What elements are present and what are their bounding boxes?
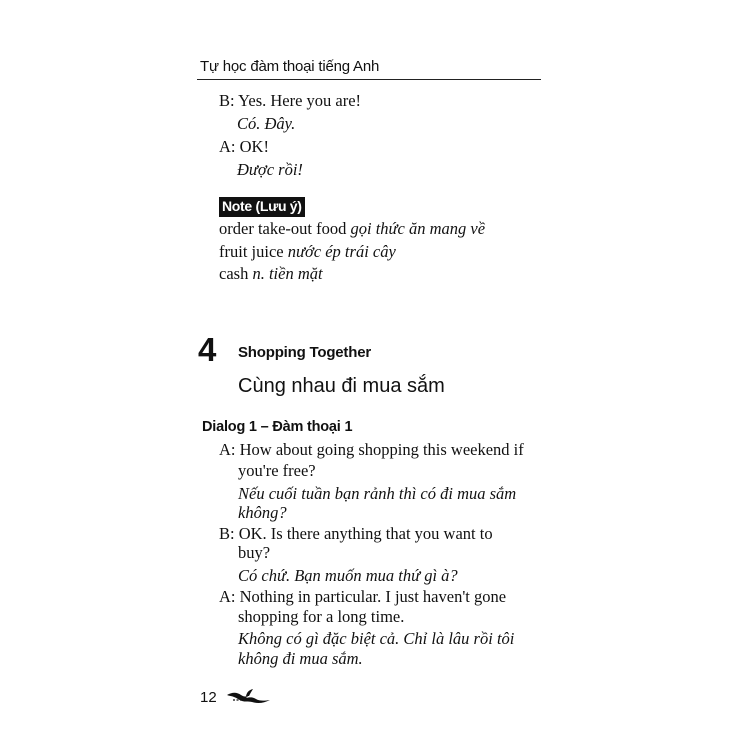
note-label: Note (Lưu ý) [219, 197, 305, 217]
dialog-line-b: B: OK. Is there anything that you want to [219, 524, 493, 543]
note-term: cash [219, 264, 249, 283]
dialog-line-b: B: Yes. Here you are! [219, 91, 362, 110]
dialog-translation: Có. Đây. [237, 114, 296, 133]
note-item [219, 242, 396, 262]
dialog-line-continuation: shopping for a long time. [238, 607, 405, 626]
dialog-translation: không? [238, 503, 287, 522]
note-term: fruit juice [219, 242, 284, 261]
note-meaning: gọi thức ăn mang về [350, 219, 486, 238]
chapter-title: Shopping Together [238, 344, 371, 361]
dialog-translation: Được rồi! [237, 160, 303, 179]
page-number: 12 [200, 689, 217, 706]
running-header: Tự học đàm thoại tiếng Anh [200, 58, 380, 75]
dialog-line-continuation: you're free? [238, 461, 316, 480]
note-term: order take-out food [219, 219, 347, 238]
note-meaning: n. tiền mặt [252, 264, 323, 283]
dialog-translation: Không có gì đặc biệt cả. Chỉ là lâu rồi tôi [238, 629, 515, 648]
dialog-translation: không đi mua sắm. [238, 649, 363, 668]
note-meaning: nước ép trái cây [287, 242, 396, 261]
dialog-line-a: A: OK! [219, 137, 269, 156]
chapter-number: 4 [198, 331, 217, 368]
dialog-translation: Nếu cuối tuần bạn rảnh thì có đi mua sắm [238, 484, 517, 503]
dialog-translation: Có chứ. Bạn muốn mua thứ gì à? [238, 566, 458, 585]
dialog-line-continuation: buy? [238, 543, 271, 562]
note-item [219, 264, 323, 284]
dialog-heading: Dialog 1 – Đàm thoại 1 [202, 419, 353, 435]
chapter-subtitle: Cùng nhau đi mua sắm [238, 375, 445, 397]
dialog-line-a: A: How about going shopping this weekend if [219, 440, 524, 459]
dialog-line-a: A: Nothing in particular. I just haven't gone [219, 587, 507, 606]
bird-ornament-icon [226, 688, 272, 708]
note-item [219, 219, 485, 239]
header-rule [197, 79, 541, 80]
